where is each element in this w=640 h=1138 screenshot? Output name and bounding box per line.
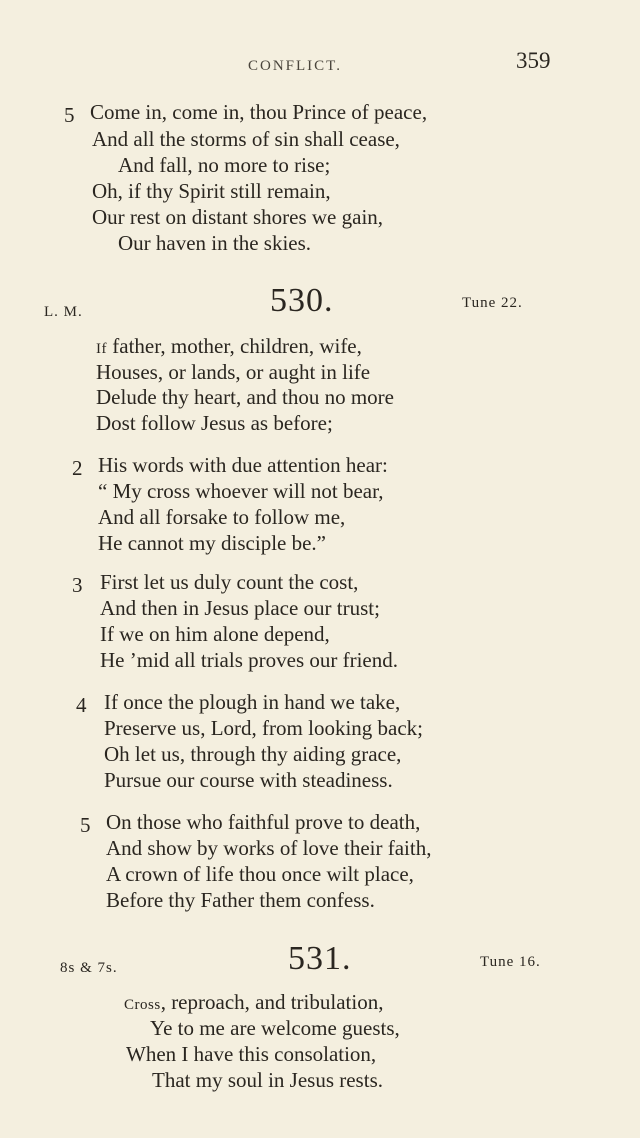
- running-title: CONFLICT.: [248, 58, 342, 74]
- verse-line: [124, 989, 383, 1018]
- hymn-number: 530.: [270, 282, 334, 319]
- hymn-meter: 8s & 7s.: [60, 960, 118, 976]
- stanza-number: 5: [64, 103, 75, 127]
- verse-line: When I have this consolation,: [126, 1042, 377, 1066]
- verse-line: Oh let us, through thy aiding grace,: [104, 742, 402, 766]
- verse-line: Oh, if thy Spirit still remain,: [92, 179, 331, 203]
- drop-cap-word: If: [96, 341, 107, 357]
- verse-line: Delude thy heart, and thou no more: [96, 385, 394, 409]
- verse-line: Come in, come in, thou Prince of peace,: [90, 100, 428, 124]
- page-number: 359: [516, 48, 551, 73]
- hymn-tune: Tune 22.: [462, 295, 523, 311]
- verse-line: And then in Jesus place our trust;: [100, 596, 380, 620]
- verse-line: If once the plough in hand we take,: [104, 690, 401, 714]
- hymn-tune: Tune 16.: [480, 954, 541, 970]
- stanza-number: 4: [76, 693, 87, 717]
- verse-line: Houses, or lands, or aught in life: [96, 360, 371, 384]
- verse-line: He ’mid all trials proves our friend.: [100, 648, 398, 672]
- verse-line: Before thy Father them confess.: [106, 888, 375, 912]
- stanza-number: 2: [72, 456, 83, 480]
- verse-line-rest: father, mother, children, wife,: [107, 334, 362, 358]
- verse-line: And all the storms of sin shall cease,: [92, 127, 400, 151]
- stanza-number: 3: [72, 573, 83, 597]
- verse-line: He cannot my disciple be.”: [98, 531, 327, 555]
- verse-line: On those who faithful prove to death,: [106, 810, 421, 834]
- verse-line: His words with due attention hear:: [98, 453, 388, 477]
- hymn-number: 531.: [288, 940, 352, 977]
- verse-line: Ye to me are welcome guests,: [150, 1016, 400, 1040]
- hymn-meter: L. M.: [44, 304, 83, 320]
- verse-line-rest: , reproach, and tribulation,: [160, 990, 384, 1014]
- verse-line: Pursue our course with steadiness.: [104, 768, 393, 792]
- verse-line: And all forsake to follow me,: [98, 505, 346, 529]
- verse-line: [96, 333, 362, 362]
- verse-line: Preserve us, Lord, from looking back;: [104, 716, 424, 740]
- verse-line: Dost follow Jesus as before;: [96, 411, 333, 435]
- verse-line: And show by works of love their faith,: [106, 836, 432, 860]
- verse-line: “ My cross whoever will not bear,: [98, 479, 384, 503]
- stanza-number: 5: [80, 813, 91, 837]
- verse-line: Our rest on distant shores we gain,: [92, 205, 384, 229]
- verse-line: If we on him alone depend,: [100, 622, 330, 646]
- verse-line: And fall, no more to rise;: [118, 153, 331, 177]
- verse-line: First let us duly count the cost,: [100, 570, 359, 594]
- verse-line: Our haven in the skies.: [118, 231, 312, 255]
- verse-line: That my soul in Jesus rests.: [152, 1068, 383, 1092]
- verse-line: A crown of life thou once wilt place,: [106, 862, 414, 886]
- drop-cap-word: Cross: [124, 997, 161, 1013]
